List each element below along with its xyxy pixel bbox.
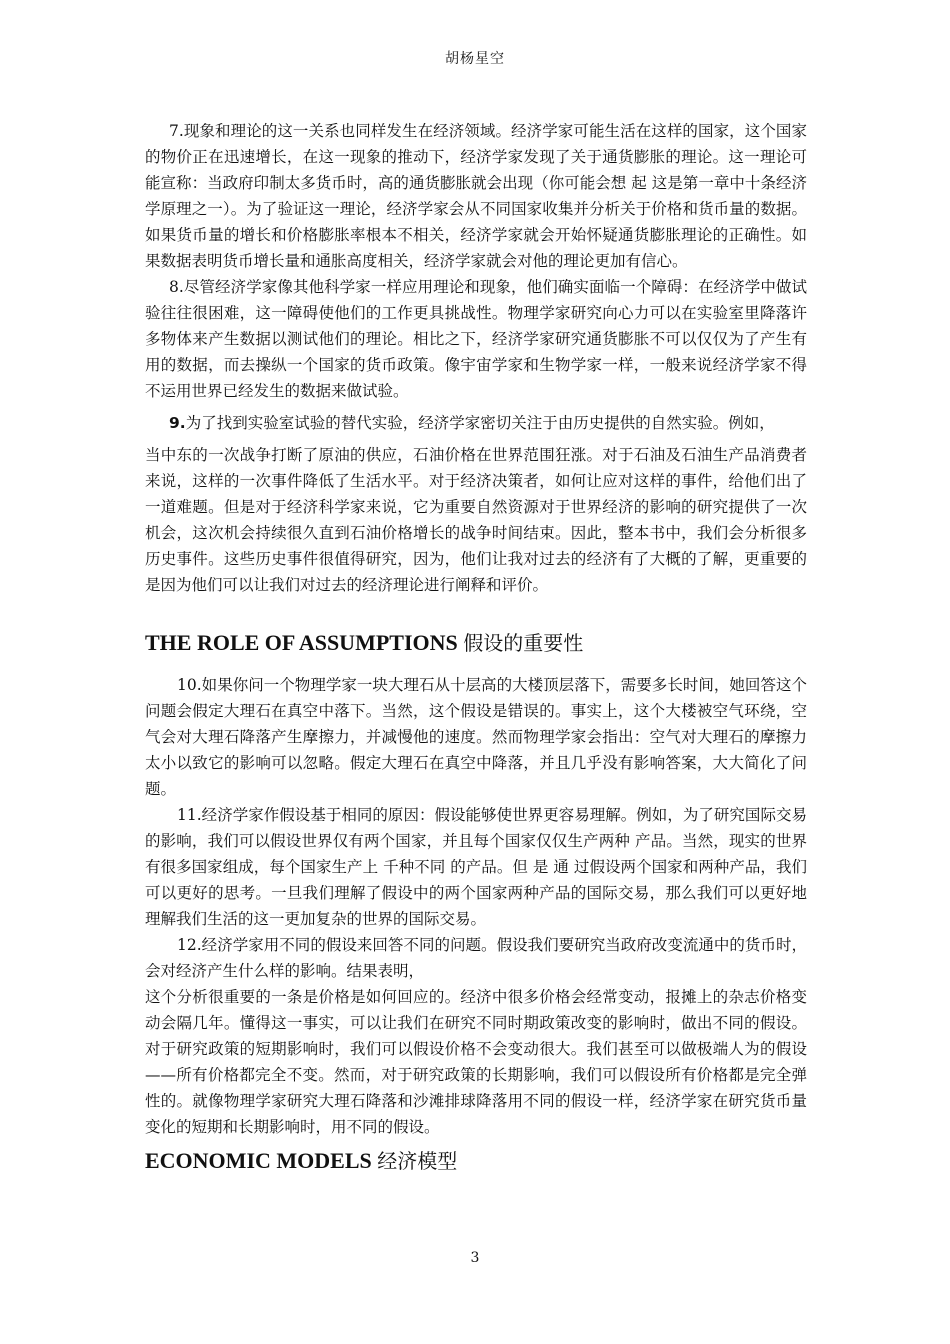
- paragraph-7: 7.现象和理论的这一关系也同样发生在经济领域。经济学家可能生活在这样的国家，这个国家的物价正在迅速增长，在这一现象的推动下，经济学家发现了关于通货膨胀的理论。这一理论可能宣称：当政府印制太多货币时，高的通货膨胀就会出现（你可能会想 起 这是第一章中十条经济学原理之一）。为了验证这一理论，经济学家会从不同国家收集并分析关于价格和货币量的数据。如果货币量的增长和价格膨胀率根本不相关，经济学家就会开始怀疑通货膨胀理论的正确性。如果数据表明货币增长量和通胀高度相关，经济学家就会对他的理论更加有信心。: [145, 122, 807, 270]
- document-body: [145, 118, 807, 1176]
- paragraph-9-number: 9.: [169, 414, 186, 432]
- paragraph-12-first: 12.经济学家用不同的假设来回答不同的问题。假设我们要研究当政府改变流通中的货币时，会对经济产生什么样的影响。结果表明，: [145, 936, 807, 980]
- paragraph-9-lead: 为了找到实验室试验的替代实验，经济学家密切关注于由历史提供的自然实验。例如，: [185, 414, 775, 432]
- paragraph-10: 10.如果你问一个物理学家一块大理石从十层高的大楼顶层落下，需要多长时间，她回答这个问题会假定大理石在真空中落下。当然，这个假设是错误的。事实上，这个大楼被空气环绕，空气会对大理石降落产生摩擦力，并减慢他的速度。然而物理学家会指出：空气对大理石的摩擦力太小以致它的影响可以忽略。假定大理石在真空中降落，并且几乎没有影响答案，大大简化了问题。: [145, 676, 807, 798]
- paragraph-11: 11.经济学家作假设基于相同的原因：假设能够使世界更容易理解。例如，为了研究国际交易的影响，我们可以假设世界仅有两个国家，并且每个国家仅仅生产两种 产品。当然，现实的世界有很多国家组成，每个国家生产上 千种不同 的产品。但 是 通 过假设两个国家和两种产品，我们可以更好的思考。一旦我们理解了假设中的两个国家两种产品的国际交易，那么我们可以更好地理解我们生活的这一更加复杂的世界的国际交易。: [145, 806, 807, 928]
- paragraph-12-rest: 这个分析很重要的一条是价格是如何回应的。经济中很多价格会经常变动，报摊上的杂志价格变动会隔几年。懂得这一事实，可以让我们在研究不同时期政策改变的影响时，做出不同的假设。对于研究政策的短期影响时，我们可以假设价格不会变动很大。我们甚至可以做极端人为的假设——所有价格都完全不变。然而，对于研究政策的长期影响，我们可以假设所有价格都是完全弹性的。就像物理学家研究大理石降落和沙滩排球降落用不同的假设一样，经济学家在研究货币量变化的短期和长期影响时，用不同的假设。: [145, 988, 807, 1136]
- heading-models-en: ECONOMIC MODELS: [145, 1148, 372, 1173]
- page-number: 3: [470, 1250, 480, 1266]
- paragraph-9-first: [145, 410, 807, 436]
- heading-economic-models: [145, 1146, 807, 1176]
- paragraph-8: 8.尽管经济学家像其他科学家一样应用理论和现象，他们确实面临一个障碍：在经济学中做试验往往很困难，这一障碍使他们的工作更具挑战性。物理学家研究向心力可以在实验室里降落许多物体来产生数据以测试他们的理论。相比之下，经济学家研究通货膨胀不可以仅仅为了产生有用的数据，而去操纵一个国家的货币政策。像宇宙学家和生物学家一样，一般来说经济学家不得不运用世界已经发生的数据来做试验。: [145, 278, 807, 400]
- paragraph-9-rest: 当中东的一次战争打断了原油的供应，石油价格在世界范围狂涨。对于石油及石油生产品消费者来说，这样的一次事件降低了生活水平。对于经济决策者，如何让应对这样的事件，给他们出了一道难题。但是对于经济科学家来说，它为重要自然资源对于世界经济的影响的研究提供了一次机会，这次机会持续很久直到石油价格增长的战争时间结束。因此，整本书中，我们会分析很多历史事件。这些历史事件很值得研究，因为，他们让我对过去的经济有了大概的了解，更重要的是因为他们可以让我们对过去的经济理论进行阐释和评价。: [145, 446, 807, 594]
- heading-assumptions-zh: 假设的重要性: [463, 631, 584, 655]
- page-header: 胡杨星空: [445, 51, 505, 67]
- heading-assumptions-en: THE ROLE OF ASSUMPTIONS: [145, 630, 458, 655]
- heading-models-zh: 经济模型: [377, 1149, 458, 1173]
- heading-role-of-assumptions: [145, 628, 807, 658]
